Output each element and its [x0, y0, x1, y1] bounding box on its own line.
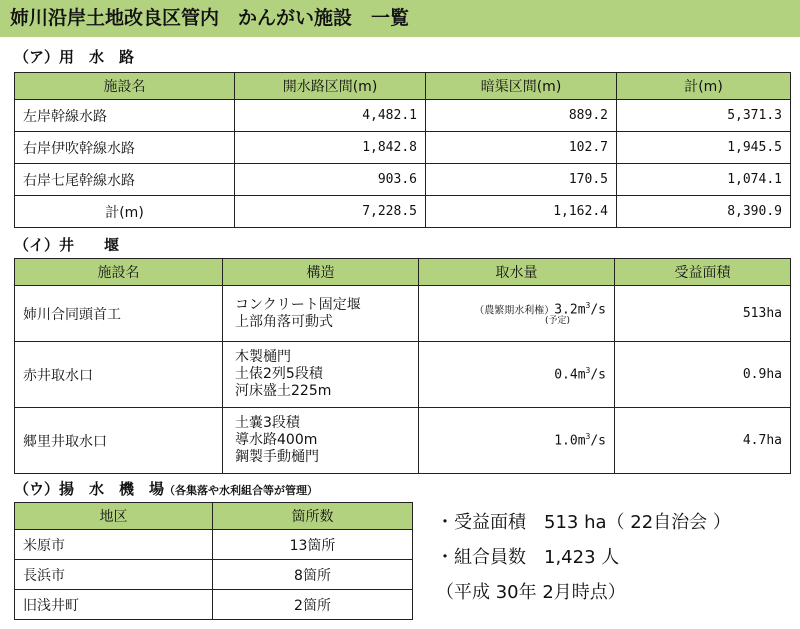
structure-cell — [223, 286, 419, 342]
benefit-area: 513ha — [615, 286, 791, 342]
structure-line: 土俵2列5段積 — [235, 366, 323, 382]
open-length: 1,842.8 — [235, 132, 426, 164]
intake-value: 1.0 — [554, 433, 578, 449]
table-row — [15, 530, 413, 560]
column-header: 暗渠区間(m) — [426, 73, 617, 100]
intake-unit-suffix: /s — [590, 302, 606, 318]
column-header: 計(m) — [617, 73, 791, 100]
open-length-total: 7,228.5 — [235, 196, 426, 228]
column-header: 取水量 — [419, 259, 615, 286]
open-length: 903.6 — [235, 164, 426, 196]
table-row — [15, 286, 791, 342]
canal-section-heading: （ア）用 水 路 — [14, 48, 135, 66]
table-row — [15, 408, 791, 474]
weir-table — [14, 258, 791, 474]
open-length: 4,482.1 — [235, 100, 426, 132]
pump-count: 2箇所 — [213, 590, 413, 620]
page-title: 姉川沿岸土地改良区管内 かんがい施設 一覧 — [10, 7, 410, 29]
total-length: 1,074.1 — [617, 164, 791, 196]
table-row — [15, 590, 413, 620]
district-name: 旧浅井町 — [15, 590, 213, 620]
facility-name: 右岸伊吹幹線水路 — [15, 132, 235, 164]
intake-unit: m — [577, 433, 586, 449]
facility-name: 郷里井取水口 — [15, 408, 223, 474]
facility-name: 右岸七尾幹線水路 — [15, 164, 235, 196]
intake-cell: $0.4m^3/s$ — [419, 342, 615, 408]
member-count-summary: ・組合員数 1,423 人 — [436, 547, 620, 568]
culvert-length: 889.2 — [426, 100, 617, 132]
structure-line: 上部角落可動式 — [235, 313, 333, 330]
column-header: 箇所数 — [213, 503, 413, 530]
structure-cell — [223, 342, 419, 408]
canal-table — [14, 72, 791, 228]
facility-name: 左岸幹線水路 — [15, 100, 235, 132]
table-row — [15, 342, 791, 408]
structure-line: 土嚢3段積 — [235, 415, 300, 431]
structure-line: 導水路400m — [235, 432, 318, 448]
table-row — [15, 164, 791, 196]
pump-table — [14, 502, 413, 620]
weir-section-heading: （イ）井 堰 — [14, 236, 120, 254]
intake-cell: （農繁期水利権）$3.2m^3/s$ (予定) — [419, 286, 615, 342]
benefit-area-summary: ・受益面積 513 ha（ 22自治会 ） — [436, 512, 731, 533]
facility-name: 姉川合同頭首工 — [15, 286, 223, 342]
intake-value: 3.2 — [554, 302, 578, 318]
column-header: 施設名 — [15, 259, 223, 286]
column-header: 地区 — [15, 503, 213, 530]
pump-count: 8箇所 — [213, 560, 413, 590]
total-length: 1,945.5 — [617, 132, 791, 164]
grand-total-length: 8,390.9 — [617, 196, 791, 228]
intake-unit-suffix: /s — [590, 433, 606, 449]
table-row — [15, 132, 791, 164]
facility-name: 赤井取水口 — [15, 342, 223, 408]
culvert-length: 102.7 — [426, 132, 617, 164]
structure-line: 鋼製手動樋門 — [235, 449, 319, 465]
pump-count: 13箇所 — [213, 530, 413, 560]
culvert-length: 170.5 — [426, 164, 617, 196]
pump-section-heading — [14, 478, 318, 499]
benefit-area: 0.9ha — [615, 342, 791, 408]
structure-line: コンクリート固定堰 — [235, 296, 361, 313]
pump-heading-note: （各集落や水利組合等が管理） — [164, 484, 319, 497]
structure-line: 河床盛土225m — [235, 383, 332, 399]
culvert-length-total: 1,162.4 — [426, 196, 617, 228]
total-label: 計(m) — [15, 196, 235, 228]
as-of-date: （平成 30年 2月時点） — [436, 582, 626, 603]
water-right-note: （農繁期水利権） — [474, 305, 555, 317]
column-header: 開水路区間(m) — [235, 73, 426, 100]
structure-line: 木製樋門 — [235, 349, 291, 365]
district-name: 米原市 — [15, 530, 213, 560]
column-header: 施設名 — [15, 73, 235, 100]
table-row — [15, 100, 791, 132]
intake-cell: $1.0m^3/s$ — [419, 408, 615, 474]
structure-cell — [223, 408, 419, 474]
pump-header-row — [15, 503, 413, 530]
intake-unit-suffix: /s — [590, 367, 606, 383]
canal-total-row — [15, 196, 791, 228]
benefit-area: 4.7ha — [615, 408, 791, 474]
intake-value: 0.4 — [554, 367, 578, 383]
page-title-bar — [0, 0, 800, 37]
weir-header-row — [15, 259, 791, 286]
district-name: 長浜市 — [15, 560, 213, 590]
canal-header-row — [15, 73, 791, 100]
column-header: 受益面積 — [615, 259, 791, 286]
table-row — [15, 560, 413, 590]
pump-heading-text: （ウ）揚 水 機 場 — [14, 480, 165, 498]
total-length: 5,371.3 — [617, 100, 791, 132]
intake-unit: m — [577, 367, 586, 383]
column-header: 構造 — [223, 259, 419, 286]
intake-unit: m — [577, 302, 586, 318]
planned-note: (予定) — [544, 316, 570, 327]
